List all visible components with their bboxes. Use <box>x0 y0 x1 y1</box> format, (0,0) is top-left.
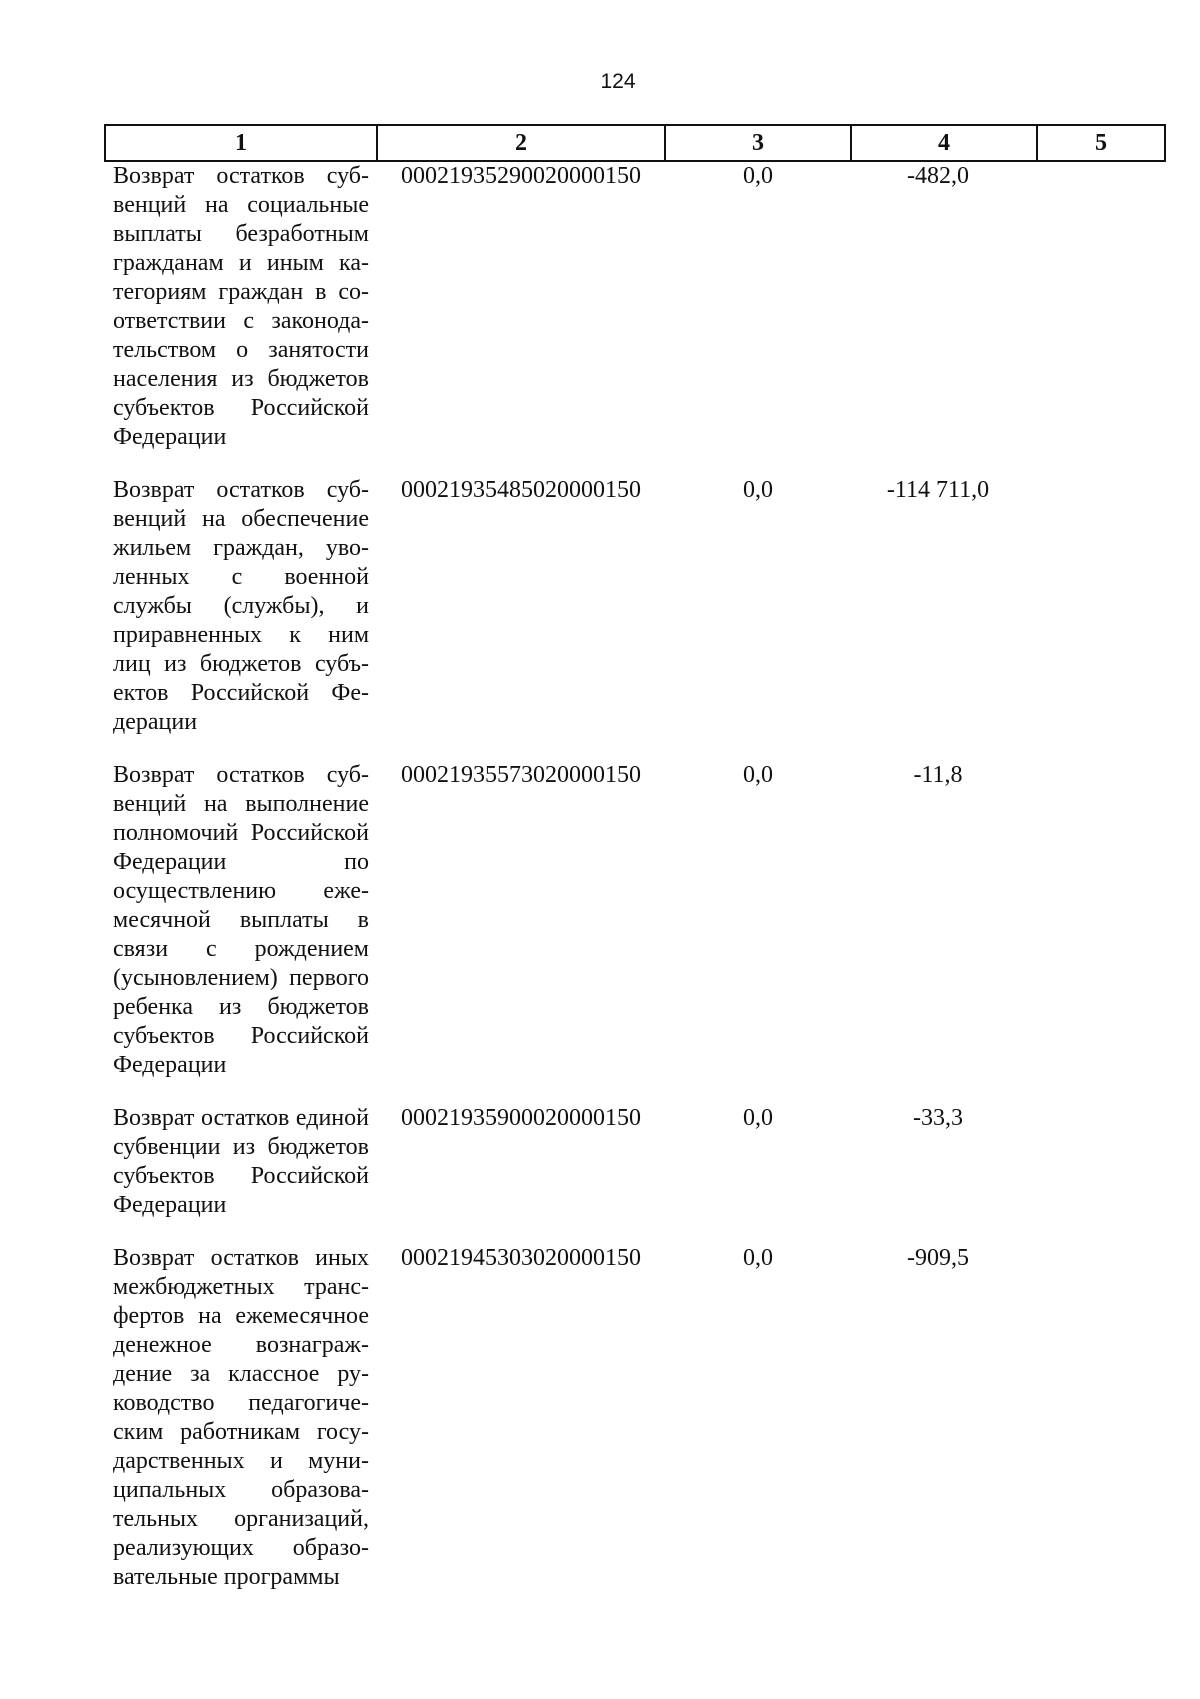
column-header-5: 5 <box>1037 125 1165 161</box>
row-name: Возврат остатков единой субвенции из бюджетов субъектов Российской Федерации <box>113 1105 369 1218</box>
row-col5-value <box>1037 761 1165 1104</box>
row-col3-value: 0,0 <box>743 477 773 503</box>
row-col5-value <box>1037 476 1165 761</box>
row-col3-value: 0,0 <box>743 762 773 788</box>
row-code: 00021935290020000150 <box>401 163 641 189</box>
row-code: 00021935573020000150 <box>401 762 641 788</box>
row-col5-value <box>1037 161 1165 476</box>
table-row <box>105 1244 1165 1616</box>
column-header-2: 2 <box>377 125 665 161</box>
row-col4-value: -114 711,0 <box>886 477 990 503</box>
column-header-3: 3 <box>665 125 851 161</box>
row-col4-value: -11,8 <box>913 762 963 788</box>
table-row <box>105 761 1165 1104</box>
page-number: 124 <box>600 70 636 93</box>
row-name: Возврат остатков субвенций на социальные выплаты безработным гражданам и иным категориям граждан в соответствии с законодательством о занятости населения из бюджетов субъектов Российской Федерации <box>113 163 369 450</box>
row-code: 00021935485020000150 <box>401 477 641 503</box>
row-name: Возврат остатков субвенций на обеспечение жильем граждан, уволенных с военной службы (службы), и приравненных к ним лиц из бюджетов субъектов Российской Федерации <box>113 477 369 735</box>
row-name: Возврат остатков субвенций на выполнение полномочий Российской Федерации по осуществлению ежемесячной выплаты в связи с рождением (усыновлением) первого ребенка из бюджетов субъектов Российской Федерации <box>113 762 369 1078</box>
row-col4-value: -482,0 <box>907 163 969 189</box>
row-col3-value: 0,0 <box>743 1105 773 1131</box>
row-code: 00021945303020000150 <box>401 1245 641 1271</box>
table-row <box>105 1104 1165 1244</box>
table-row <box>105 476 1165 761</box>
row-col4-value: -909,5 <box>907 1245 969 1271</box>
row-name: Возврат остатков иных межбюджетных трансфертов на ежемесячное денежное вознаграждение за классное руководство педагогическим работникам государственных и муниципальных образовательных организаций, реализующих образовательные программы <box>113 1245 369 1590</box>
column-header-1: 1 <box>105 125 377 161</box>
row-col5-value <box>1037 1244 1165 1616</box>
row-code: 00021935900020000150 <box>401 1105 641 1131</box>
budget-table <box>104 124 1166 1616</box>
row-col3-value: 0,0 <box>743 163 773 189</box>
row-col5-value <box>1037 1104 1165 1244</box>
table-row <box>105 161 1165 476</box>
row-col3-value: 0,0 <box>743 1245 773 1271</box>
row-col4-value: -33,3 <box>913 1105 963 1131</box>
column-header-4: 4 <box>851 125 1037 161</box>
table-header-row <box>105 125 1165 161</box>
